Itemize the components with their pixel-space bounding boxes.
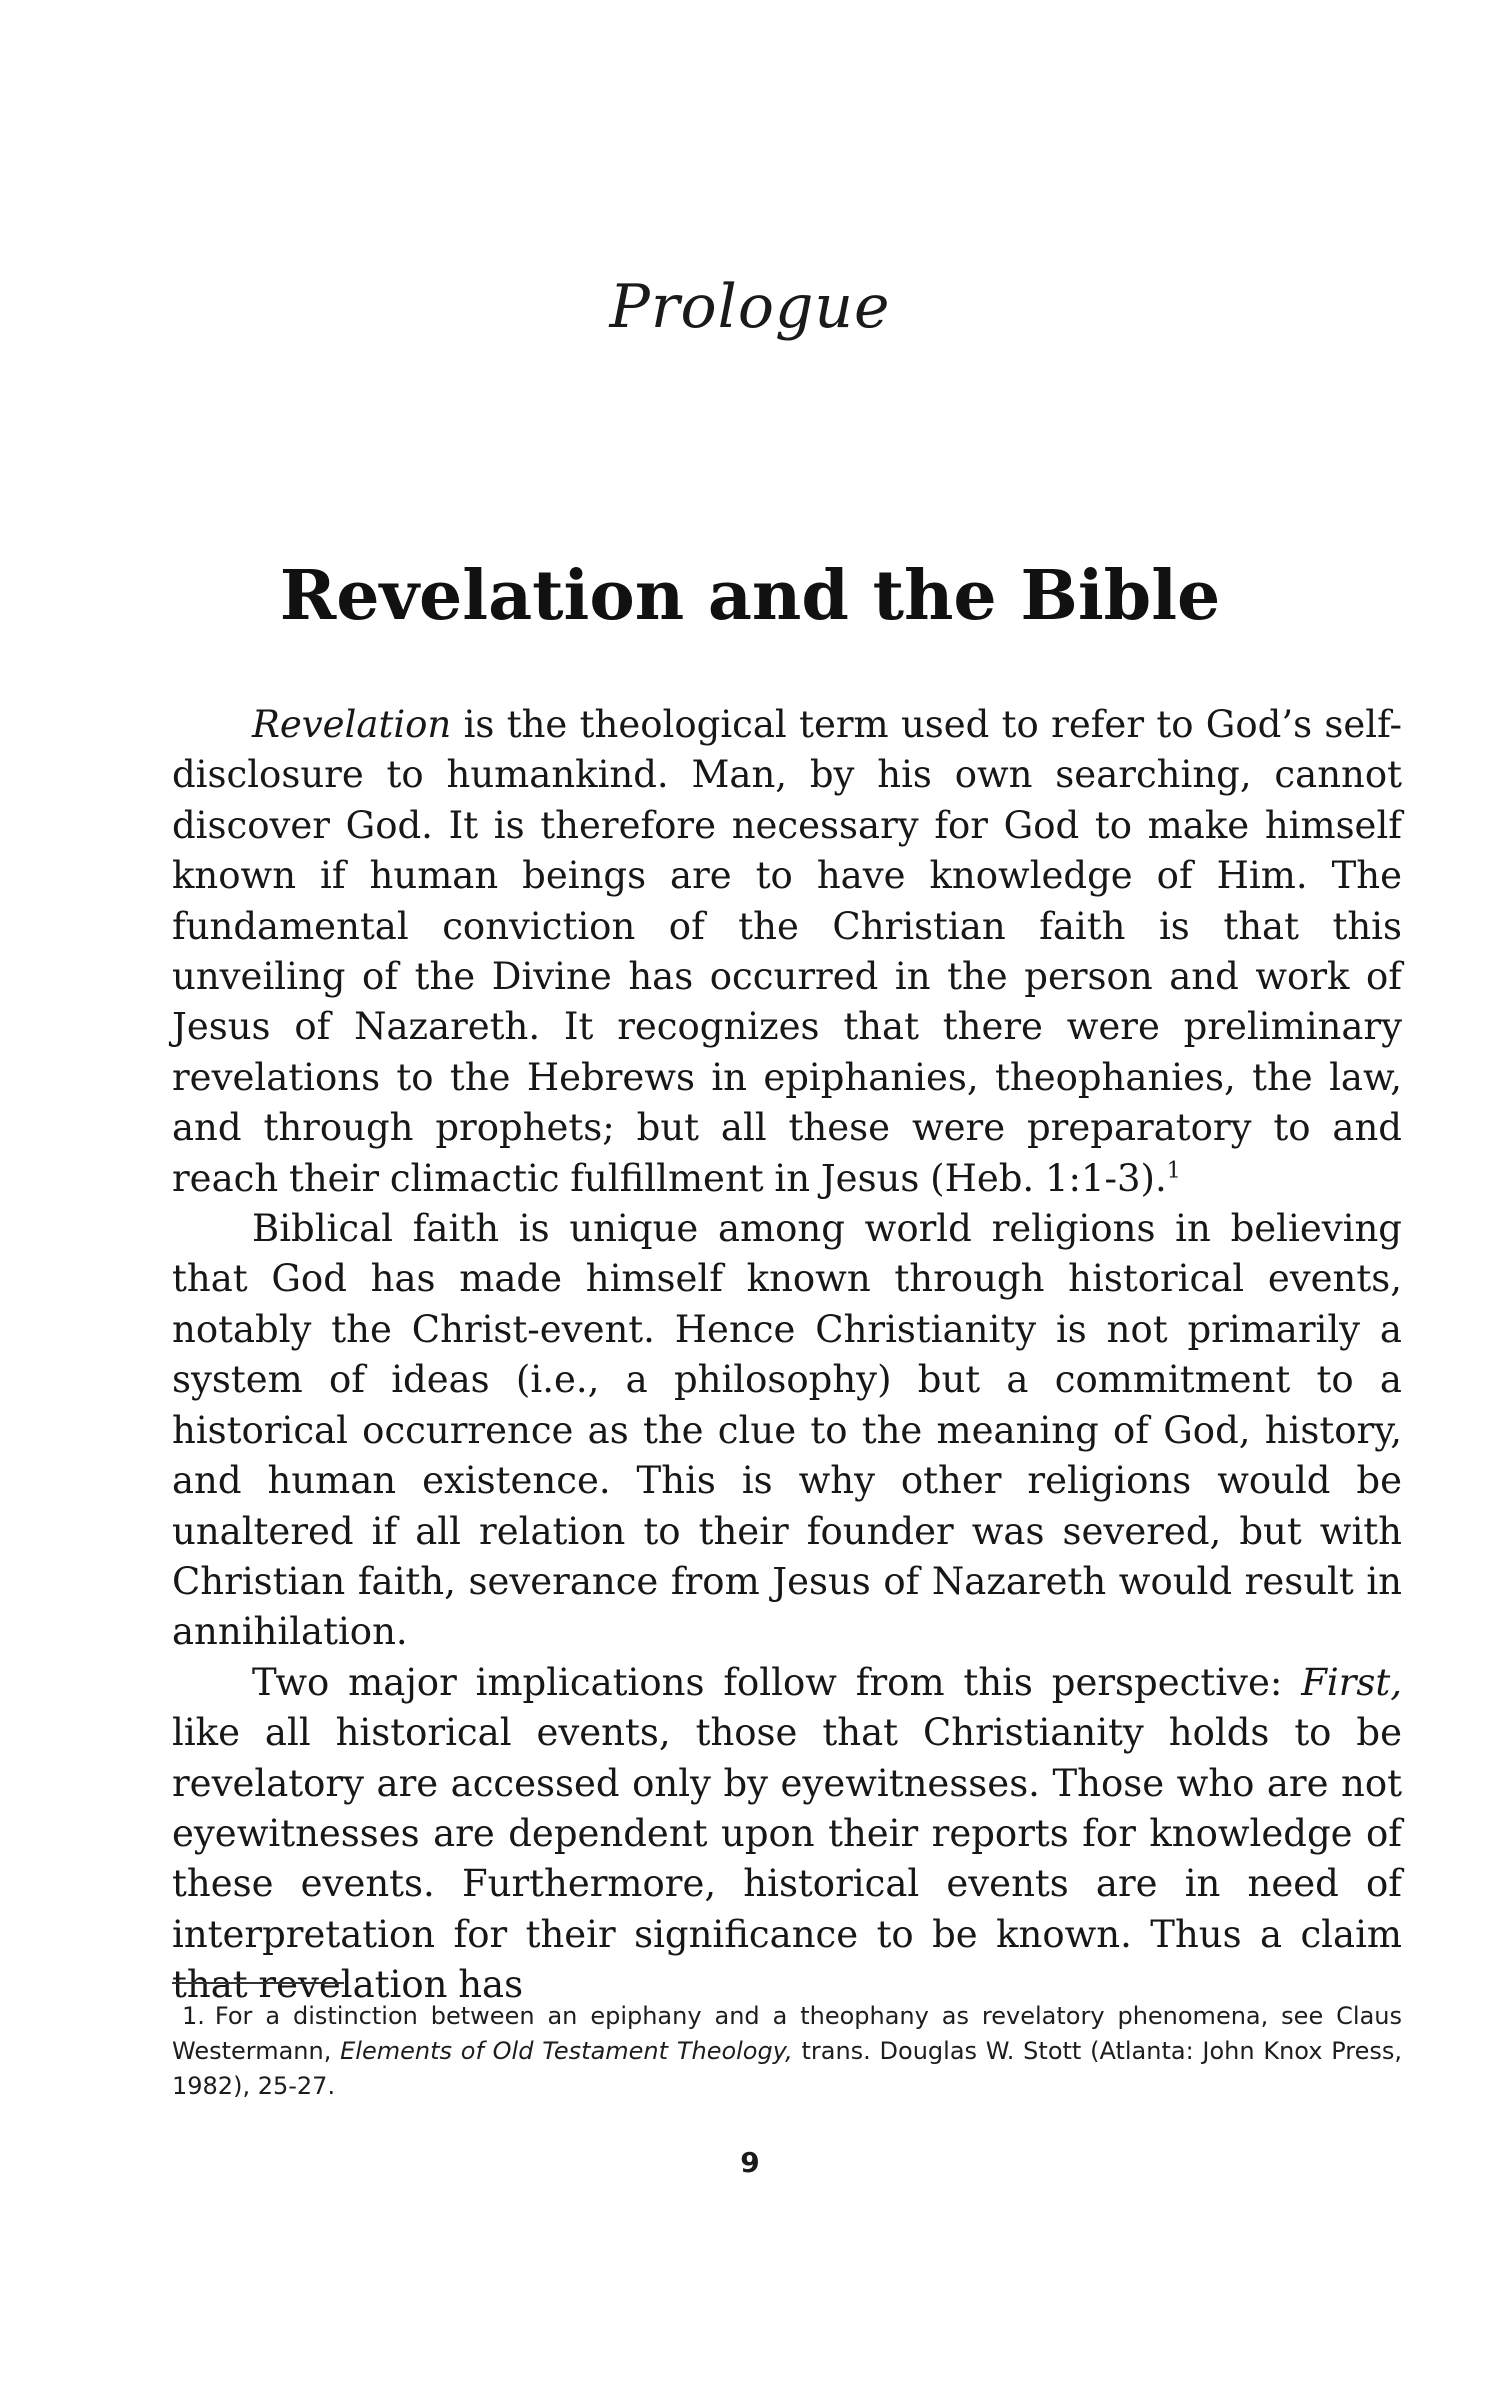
footnote-reference: 1: [1166, 1158, 1181, 1184]
page-number: 9: [740, 2146, 760, 2179]
body-text: [172, 700, 1402, 2011]
first-emphasis: First,: [1301, 1660, 1402, 1704]
paragraph-1-text: is the theological term used to refer to God’s self-disclosure to humankind. Man, by his own searching, cannot discover God. It is therefore necessary for God to make himself known if human beings are to have knowledge of Him. The fundamental conviction of the Christian faith is that this unveiling of the Divine has occurred in the person and work of Jesus of Nazareth. It recognizes that there were preliminary revelations to the Hebrews in epiphanies, theophanies, the law, and through prophets; but all these were preparatory to and reach their climactic fulfillment in Jesus (Heb. 1:1-3).: [172, 703, 1402, 1200]
paragraph-3: [172, 1658, 1402, 2011]
chapter-title: Revelation and the Bible: [279, 556, 1221, 636]
paragraph-2: Biblical faith is unique among world religions in believing that God has made himself known through historical events, notably the Christ-event. Hence Christianity is not primarily a system of ideas (i.e., a philosophy) but a commitment to a historical occurrence as the clue to the meaning of God, history, and human existence. This is why other religions would be unaltered if all relation to their founder was severed, but with Christian faith, severance from Jesus of Nazareth would result in annihilation.: [172, 1207, 1402, 1654]
paragraph-1: [172, 700, 1402, 1204]
footnote-text-after: trans. Douglas W. Stott (Atlanta: John Knox Press, 1982), 25-27.: [172, 2037, 1403, 2100]
footnote-number: 1.: [182, 2002, 205, 2030]
footnote-book-title: Elements of Old Testament Theology,: [340, 2037, 793, 2065]
paragraph-3-lead: Two major implications follow from this perspective:: [252, 1660, 1302, 1704]
revelation-term: Revelation: [252, 703, 452, 746]
footnote: [172, 1999, 1402, 2104]
paragraph-3-text: like all historical events, those that Christianity holds to be revelatory are accessed only by eyewitnesses. Those who are not eyewitnesses are dependent upon their reports for knowledge of these events. Furthermore, historical events are in need of interpretation for their significance to be known. Thus a claim that revelation has: [172, 1711, 1402, 2007]
footnote-divider: [172, 1982, 344, 1984]
footnote-text-before: For a distinction between an epiphany and a theophany as revelatory phenomena, see Claus Westermann,: [172, 2002, 1402, 2065]
prologue-label: Prologue: [609, 272, 891, 342]
